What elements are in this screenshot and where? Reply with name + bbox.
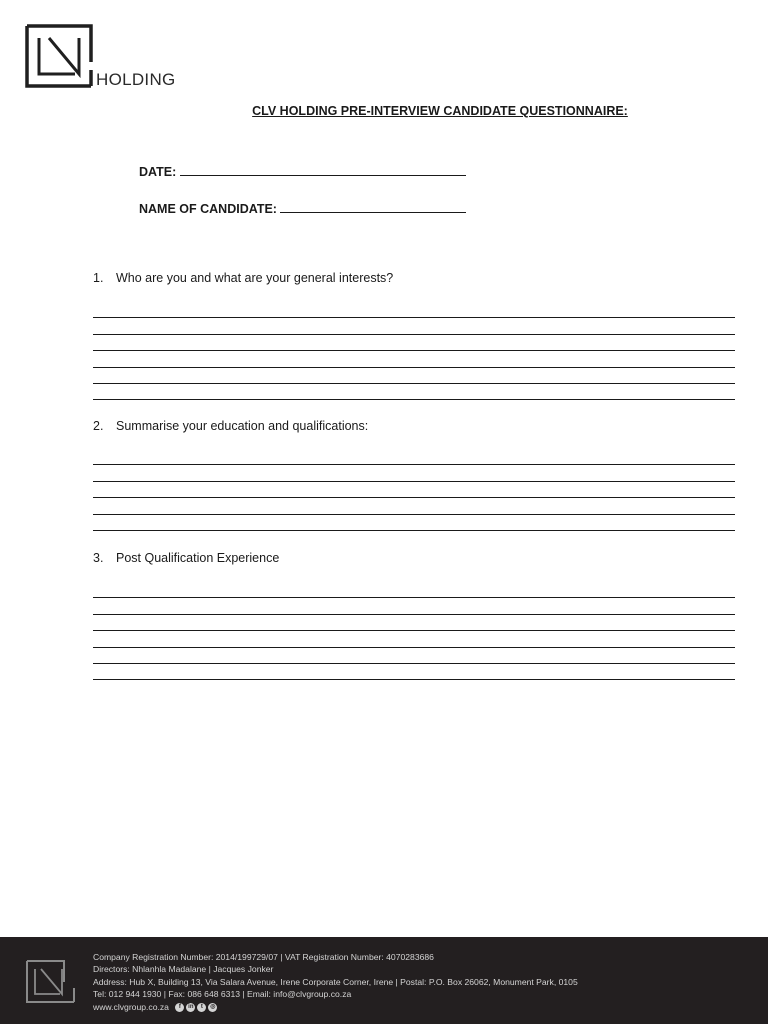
clv-footer-logo <box>26 960 76 1004</box>
answer-line[interactable] <box>93 368 735 384</box>
question-1 <box>93 271 393 285</box>
candidate-name-label: NAME OF CANDIDATE: <box>139 202 277 216</box>
candidate-name-field[interactable] <box>139 200 466 216</box>
footer-address: Address: Hub X, Building 13, Via Salara Avenue, Irene Corporate Corner, Irene | Postal: P.O. Box 26062, Monument Park, 0105 <box>93 976 578 987</box>
footer-website-row <box>93 1001 578 1013</box>
footer-contact-details <box>93 951 578 1013</box>
social-icons <box>175 1003 217 1012</box>
answer-line[interactable] <box>93 664 735 680</box>
answer-line[interactable] <box>93 465 735 481</box>
answer-line[interactable] <box>93 449 735 465</box>
answer-area-1[interactable] <box>93 302 735 400</box>
answer-line[interactable] <box>93 598 735 614</box>
answer-line[interactable] <box>93 335 735 351</box>
date-field[interactable] <box>139 163 466 179</box>
footer-contact: Tel: 012 944 1930 | Fax: 086 648 6313 | Email: info@clvgroup.co.za <box>93 989 352 1000</box>
answer-line[interactable] <box>93 384 735 400</box>
footer-website-link[interactable]: www.clvgroup.co.za <box>93 1001 169 1012</box>
twitter-icon[interactable]: t <box>197 1003 206 1012</box>
question-text: Summarise your education and qualifications: <box>116 419 369 433</box>
answer-line[interactable] <box>93 515 735 531</box>
candidate-name-blank-line[interactable] <box>280 200 466 213</box>
instagram-icon[interactable]: ◎ <box>210 1003 216 1010</box>
answer-line[interactable] <box>93 582 735 598</box>
answer-line[interactable] <box>93 351 735 367</box>
answer-line[interactable] <box>93 482 735 498</box>
logo-wordmark: HOLDING <box>96 70 176 89</box>
question-text: Who are you and what are your general interests? <box>116 271 394 285</box>
question-number: 3. <box>93 551 104 565</box>
answer-area-2[interactable] <box>93 449 735 531</box>
answer-line[interactable] <box>93 318 735 334</box>
date-label: DATE: <box>139 165 177 179</box>
answer-line[interactable] <box>93 302 735 318</box>
answer-line[interactable] <box>93 631 735 647</box>
question-number: 1. <box>93 271 104 285</box>
footer-registration: Company Registration Number: 2014/199729/07 | VAT Registration Number: 4070283686 <box>93 952 434 962</box>
answer-line[interactable] <box>93 615 735 631</box>
date-blank-line[interactable] <box>180 163 466 176</box>
question-3 <box>93 551 279 565</box>
facebook-icon[interactable]: f <box>175 1003 184 1012</box>
answer-area-3[interactable] <box>93 582 735 680</box>
footer-directors: Directors: Nhlanhla Madalane | Jacques Jonker <box>93 964 274 975</box>
question-text: Post Qualification Experience <box>116 551 280 565</box>
question-number: 2. <box>93 419 104 433</box>
document-title: CLV HOLDING PRE-INTERVIEW CANDIDATE QUESTIONNAIRE: <box>252 104 628 118</box>
answer-line[interactable] <box>93 498 735 514</box>
linkedin-icon[interactable]: in <box>188 1003 194 1010</box>
answer-line[interactable] <box>93 648 735 664</box>
page-footer <box>0 937 768 1024</box>
question-2 <box>93 419 368 433</box>
